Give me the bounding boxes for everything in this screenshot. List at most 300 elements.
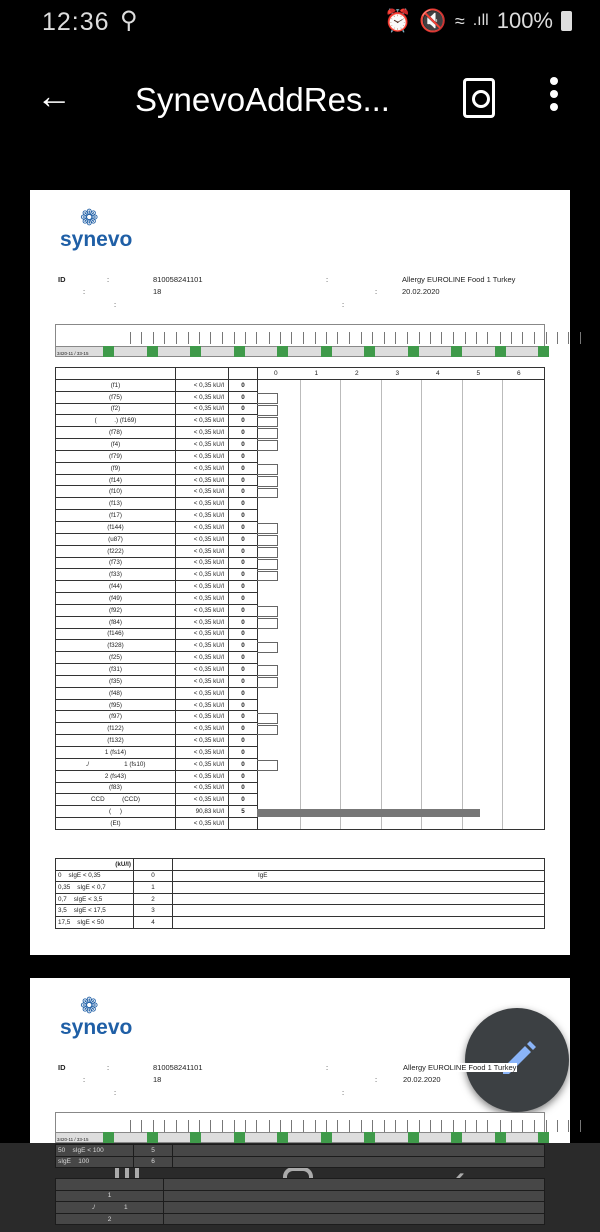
allergen-value: < 0,35 kU/l — [176, 415, 229, 427]
allergen-name: (f44) — [56, 581, 176, 593]
allergen-name: (f35) — [56, 675, 176, 687]
grade-chart — [257, 367, 545, 830]
report-date: 20.02.2020 — [403, 1075, 441, 1084]
allergen-class: 0 — [229, 593, 258, 605]
strip-tick — [372, 1120, 373, 1132]
allergen-value: < 0,35 kU/l — [176, 652, 229, 664]
id-label: ID — [58, 275, 66, 284]
strip-control-band — [277, 1132, 288, 1143]
allergen-name: (f328) — [56, 640, 176, 652]
strip-tick — [303, 1120, 304, 1132]
allergen-class: 0 — [229, 675, 258, 687]
table-row — [56, 474, 258, 486]
legend-note — [173, 882, 545, 894]
strip-tick — [500, 332, 501, 344]
allergen-class: 0 — [229, 794, 258, 806]
table-row — [56, 462, 258, 474]
strip-control-band — [277, 346, 288, 357]
colon: : — [342, 300, 345, 309]
allergen-name: 1 (fs14) — [56, 747, 176, 759]
report-date: 20.02.2020 — [402, 287, 440, 296]
strip-control-band — [190, 346, 201, 357]
table-row — [56, 687, 258, 699]
allergen-name: (f144) — [56, 521, 176, 533]
battery-icon — [561, 11, 572, 31]
table-row — [56, 604, 258, 616]
legend-row — [56, 916, 545, 928]
allergen-class: 0 — [229, 723, 258, 735]
strip-tick — [557, 1120, 558, 1132]
table-row — [56, 758, 258, 770]
strip-control-band — [234, 1132, 245, 1143]
allergen-value: < 0,35 kU/l — [176, 593, 229, 605]
strip-label: 3420-11 / 33-15 — [57, 351, 89, 356]
strip-tick — [256, 332, 257, 344]
strip-tick — [222, 332, 223, 344]
legend-class: 2 — [134, 893, 173, 905]
colon: : — [114, 300, 117, 309]
strip-tick — [315, 332, 316, 344]
grade-marker — [257, 393, 278, 404]
strip-tick — [384, 332, 385, 344]
synevo-logo-flower-icon: ❁ — [80, 205, 99, 230]
strip-tick — [395, 332, 396, 344]
legend-row — [56, 870, 545, 882]
strip-tick — [349, 332, 350, 344]
table-row — [56, 794, 258, 806]
strip-control-band — [364, 346, 375, 357]
allergen-class: 0 — [229, 510, 258, 522]
allergen-class: 0 — [229, 391, 258, 403]
table-row — [56, 533, 258, 545]
table-row — [56, 415, 258, 427]
allergen-name: (f84) — [56, 616, 176, 628]
strip-label: 3420-11 / 33-15 — [57, 1137, 89, 1142]
grade-gridline — [300, 380, 301, 829]
legend-class: 4 — [134, 916, 173, 928]
grade-marker — [257, 523, 278, 534]
colon: : — [107, 1063, 110, 1072]
strip-tick — [361, 1120, 362, 1132]
allergen-class: 0 — [229, 782, 258, 794]
grade-marker — [257, 464, 278, 475]
legend-range: 0,7 sIgE < 3,5 — [56, 893, 134, 905]
colon: : — [375, 1075, 378, 1084]
note-row: 2 — [56, 1213, 164, 1225]
allergen-value: < 0,35 kU/l — [176, 616, 229, 628]
allergen-class: 0 — [229, 557, 258, 569]
table-row — [56, 640, 258, 652]
legend-range: sIgE 100 — [56, 1156, 134, 1168]
allergen-class — [229, 818, 258, 830]
allergen-class: 0 — [229, 664, 258, 676]
allergen-value: < 0,35 kU/l — [176, 711, 229, 723]
legend-note: IgE — [173, 870, 545, 882]
grade-header: 4 — [436, 370, 440, 377]
allergen-name: (f83) — [56, 782, 176, 794]
allergen-name: (f92) — [56, 604, 176, 616]
table-row — [56, 391, 258, 403]
synevo-logo: synevo — [60, 228, 133, 251]
allergen-value: < 0,35 kU/l — [176, 794, 229, 806]
allergen-value: < 0,35 kU/l — [176, 510, 229, 522]
allergen-name: (f222) — [56, 545, 176, 557]
legend-row — [56, 882, 545, 894]
allergen-name: (f132) — [56, 735, 176, 747]
table-row — [56, 723, 258, 735]
legend-class: 3 — [134, 905, 173, 917]
allergen-name: (f1) — [56, 379, 176, 391]
table-row — [56, 711, 258, 723]
allergen-class: 0 — [229, 735, 258, 747]
table-row — [56, 581, 258, 593]
strip-tick — [511, 332, 512, 344]
grade-gridline — [381, 380, 382, 829]
strip-control-band — [408, 1132, 419, 1143]
strip-control-band — [190, 1132, 201, 1143]
strip-tick — [326, 1120, 327, 1132]
allergen-name: (u87) — [56, 533, 176, 545]
table-row — [56, 652, 258, 664]
allergen-name: (f13) — [56, 498, 176, 510]
strip-tick — [476, 332, 477, 344]
test-name: Allergy EUROLINE Food 1 Turkey — [403, 1063, 517, 1072]
grade-header: 5 — [476, 370, 481, 377]
allergen-class: 0 — [229, 521, 258, 533]
table-row — [56, 450, 258, 462]
strip-tick — [441, 332, 442, 344]
strip-tick — [256, 1120, 257, 1132]
allergen-name: (f9) — [56, 462, 176, 474]
allergen-value: < 0,35 kU/l — [176, 486, 229, 498]
allergen-value: < 0,35 kU/l — [176, 640, 229, 652]
allergen-value: < 0,35 kU/l — [176, 450, 229, 462]
notes-table — [55, 1178, 545, 1225]
allergen-class: 0 — [229, 581, 258, 593]
allergen-class: 0 — [229, 462, 258, 474]
strip-tick — [419, 332, 420, 344]
table-row — [56, 616, 258, 628]
legend-range: 50 sIgE < 100 — [56, 1145, 134, 1157]
allergen-value: < 0,35 kU/l — [176, 545, 229, 557]
allergen-value: < 0,35 kU/l — [176, 782, 229, 794]
note-row: 1 — [56, 1190, 164, 1202]
grade-gridline — [421, 380, 422, 829]
grade-gridline — [340, 380, 341, 829]
allergen-value: < 0,35 kU/l — [176, 498, 229, 510]
strip-tick — [199, 1120, 200, 1132]
strip-tick — [372, 332, 373, 344]
grade-marker — [257, 559, 278, 570]
grade-marker — [257, 713, 278, 724]
allergen-name: (f31) — [56, 664, 176, 676]
status-bar — [0, 0, 600, 50]
grade-marker — [257, 642, 278, 653]
strip-tick — [188, 1120, 189, 1132]
test-strip-image — [55, 1112, 545, 1143]
back-arrow-icon[interactable]: ← — [36, 75, 72, 116]
grade-marker — [257, 760, 278, 771]
strip-tick — [130, 332, 131, 344]
app-bar — [0, 55, 600, 145]
allergen-value: < 0,35 kU/l — [176, 557, 229, 569]
strip-tick — [234, 1120, 235, 1132]
legend-note — [173, 916, 545, 928]
table-row — [56, 818, 258, 830]
colon: : — [326, 275, 329, 284]
strip-tick — [557, 332, 558, 344]
allergen-value: < 0,35 kU/l — [176, 427, 229, 439]
grade-marker — [257, 665, 278, 676]
grade-marker — [257, 618, 278, 629]
strip-tick — [210, 1120, 211, 1132]
table-row — [56, 557, 258, 569]
more-vert-icon[interactable] — [550, 77, 560, 116]
table-row — [56, 628, 258, 640]
allergen-value: < 0,35 kU/l — [176, 818, 229, 830]
legend-note — [173, 905, 545, 917]
allergen-class: 0 — [229, 687, 258, 699]
table-row — [56, 569, 258, 581]
synevo-logo-flower-icon: ❁ — [80, 993, 99, 1018]
table-row — [56, 593, 258, 605]
allergen-name: (f14) — [56, 474, 176, 486]
strip-tick — [315, 1120, 316, 1132]
colon: : — [83, 287, 86, 296]
allergen-value: < 0,35 kU/l — [176, 521, 229, 533]
table-row — [56, 747, 258, 759]
grade-bar — [257, 809, 480, 818]
colon: : — [114, 1088, 117, 1097]
test-strip-image — [55, 324, 545, 357]
allergen-value: < 0,35 kU/l — [176, 403, 229, 415]
strip-control-band — [321, 346, 332, 357]
grade-marker — [257, 677, 278, 688]
allergen-value: 90,83 kU/l — [176, 806, 229, 818]
strip-tick — [337, 332, 338, 344]
allergen-class: 0 — [229, 628, 258, 640]
strip-tick — [280, 1120, 281, 1132]
allergen-value: < 0,35 kU/l — [176, 569, 229, 581]
strip-tick — [407, 1120, 408, 1132]
legend-table-continued — [55, 1144, 545, 1168]
strip-tick — [395, 1120, 396, 1132]
table-row — [56, 379, 258, 391]
strip-tick — [500, 1120, 501, 1132]
age-value: 18 — [153, 287, 162, 296]
legend-header: (kU/l) — [56, 859, 134, 871]
allergen-name: ( ) — [56, 806, 176, 818]
allergen-name: ( .) (f169) — [56, 415, 176, 427]
allergen-name: (f10) — [56, 486, 176, 498]
grade-marker — [257, 488, 278, 499]
allergen-value: < 0,35 kU/l — [176, 747, 229, 759]
allergen-class: 0 — [229, 533, 258, 545]
strip-tick — [465, 332, 466, 344]
legend-class: 6 — [134, 1156, 173, 1168]
search-icon: ⚲ — [120, 7, 138, 34]
table-row — [56, 675, 258, 687]
table-row — [56, 545, 258, 557]
strip-tick — [580, 332, 581, 344]
document-title: SynevoAddRes... — [135, 81, 390, 118]
allergen-class: 0 — [229, 616, 258, 628]
allergen-class: 0 — [229, 474, 258, 486]
table-row — [56, 521, 258, 533]
allergen-name: (f33) — [56, 569, 176, 581]
grade-marker — [257, 606, 278, 617]
table-row — [56, 699, 258, 711]
allergen-name: (f25) — [56, 652, 176, 664]
age-value: 18 — [153, 1075, 162, 1084]
allergen-value: < 0,35 kU/l — [176, 758, 229, 770]
pdf-page-1 — [30, 190, 570, 955]
allergen-name: (f73) — [56, 557, 176, 569]
grade-marker — [257, 417, 278, 428]
grade-gridline — [462, 380, 463, 829]
table-row — [56, 806, 258, 818]
allergen-value: < 0,35 kU/l — [176, 474, 229, 486]
allergen-value: < 0,35 kU/l — [176, 379, 229, 391]
table-row — [56, 510, 258, 522]
grade-marker — [257, 571, 278, 582]
allergen-value: < 0,35 kU/l — [176, 439, 229, 451]
strip-tick — [580, 1120, 581, 1132]
strip-tick — [441, 1120, 442, 1132]
test-name: Allergy EUROLINE Food 1 Turkey — [402, 275, 516, 284]
strip-tick — [361, 332, 362, 344]
table-row — [56, 782, 258, 794]
strip-tick — [280, 332, 281, 344]
allergen-class: 0 — [229, 415, 258, 427]
strip-tick — [430, 332, 431, 344]
table-row — [56, 439, 258, 451]
allergen-class: 0 — [229, 604, 258, 616]
strip-control-band — [147, 1132, 158, 1143]
colon: : — [107, 275, 110, 284]
allergen-value: < 0,35 kU/l — [176, 581, 229, 593]
grade-marker — [257, 547, 278, 558]
strip-tick — [199, 332, 200, 344]
legend-class: 1 — [134, 882, 173, 894]
strip-control-band — [538, 346, 549, 357]
strip-control-band — [495, 346, 506, 357]
allergen-class: 0 — [229, 486, 258, 498]
allergen-class: 0 — [229, 652, 258, 664]
strip-tick — [487, 1120, 488, 1132]
strip-tick — [141, 1120, 142, 1132]
allergen-class: 0 — [229, 711, 258, 723]
id-label: ID — [58, 1063, 66, 1072]
strip-tick — [245, 332, 246, 344]
strip-tick — [534, 1120, 535, 1132]
allergen-name: (f122) — [56, 723, 176, 735]
allergen-name: (f4) — [56, 439, 176, 451]
allergen-value: < 0,35 kU/l — [176, 687, 229, 699]
note-row: ./ 1 — [56, 1202, 164, 1214]
allergen-name: ./ 1 (fs10) — [56, 758, 176, 770]
strip-control-band — [321, 1132, 332, 1143]
strip-control-band — [538, 1132, 549, 1143]
table-row — [56, 498, 258, 510]
allergen-name: 2 (fs43) — [56, 770, 176, 782]
allergen-name: (f49) — [56, 593, 176, 605]
allergen-class: 0 — [229, 439, 258, 451]
allergen-name: (f48) — [56, 687, 176, 699]
allergen-name: (f75) — [56, 391, 176, 403]
allergen-value: < 0,35 kU/l — [176, 735, 229, 747]
strip-tick — [534, 332, 535, 344]
grade-marker — [257, 476, 278, 487]
strip-tick — [522, 332, 523, 344]
grade-marker — [257, 428, 278, 439]
grade-marker — [257, 405, 278, 416]
strip-tick — [453, 332, 454, 344]
table-row — [56, 486, 258, 498]
strip-tick — [164, 332, 165, 344]
synevo-logo: synevo — [60, 1016, 133, 1039]
find-in-page-icon[interactable] — [463, 78, 495, 118]
grade-header: 0 — [274, 370, 278, 377]
allergen-class: 0 — [229, 569, 258, 581]
allergen-name: (f17) — [56, 510, 176, 522]
allergen-name: (f79) — [56, 450, 176, 462]
allergen-value: < 0,35 kU/l — [176, 533, 229, 545]
legend-range: 0,35 sIgE < 0,7 — [56, 882, 134, 894]
strip-control-band — [103, 346, 114, 357]
allergen-class: 0 — [229, 640, 258, 652]
battery-level: 100% — [496, 8, 553, 33]
results-table — [55, 367, 258, 830]
strip-control-band — [408, 346, 419, 357]
strip-tick — [430, 1120, 431, 1132]
allergen-class: 0 — [229, 747, 258, 759]
strip-tick — [222, 1120, 223, 1132]
allergen-value: < 0,35 kU/l — [176, 723, 229, 735]
legend-class: 5 — [134, 1145, 173, 1157]
strip-tick — [188, 332, 189, 344]
strip-control-band — [103, 1132, 114, 1143]
strip-tick — [245, 1120, 246, 1132]
allergen-class: 0 — [229, 545, 258, 557]
strip-tick — [153, 1120, 154, 1132]
grade-header: 2 — [355, 370, 359, 377]
table-header-row — [56, 368, 258, 380]
grade-marker — [257, 440, 278, 451]
strip-control-band — [147, 346, 158, 357]
colon: : — [342, 1088, 345, 1097]
id-value: 810058241101 — [153, 1063, 203, 1072]
strip-tick — [176, 332, 177, 344]
strip-tick — [465, 1120, 466, 1132]
id-value: 810058241101 — [153, 275, 203, 284]
colon: : — [326, 1063, 329, 1072]
allergen-value: < 0,35 kU/l — [176, 462, 229, 474]
wifi-icon: ≈ — [454, 10, 465, 31]
allergen-class: 0 — [229, 379, 258, 391]
strip-control-band — [451, 346, 462, 357]
colon: : — [83, 1075, 86, 1084]
strip-tick — [384, 1120, 385, 1132]
strip-tick — [407, 332, 408, 344]
strip-tick — [141, 332, 142, 344]
mute-icon: 🔇 — [419, 8, 447, 33]
legend-range: 0 sIgE < 0,35 — [56, 870, 134, 882]
colon: : — [375, 287, 378, 296]
legend-range: 17,5 sIgE < 50 — [56, 916, 134, 928]
grade-marker — [257, 725, 278, 736]
strip-tick — [176, 1120, 177, 1132]
